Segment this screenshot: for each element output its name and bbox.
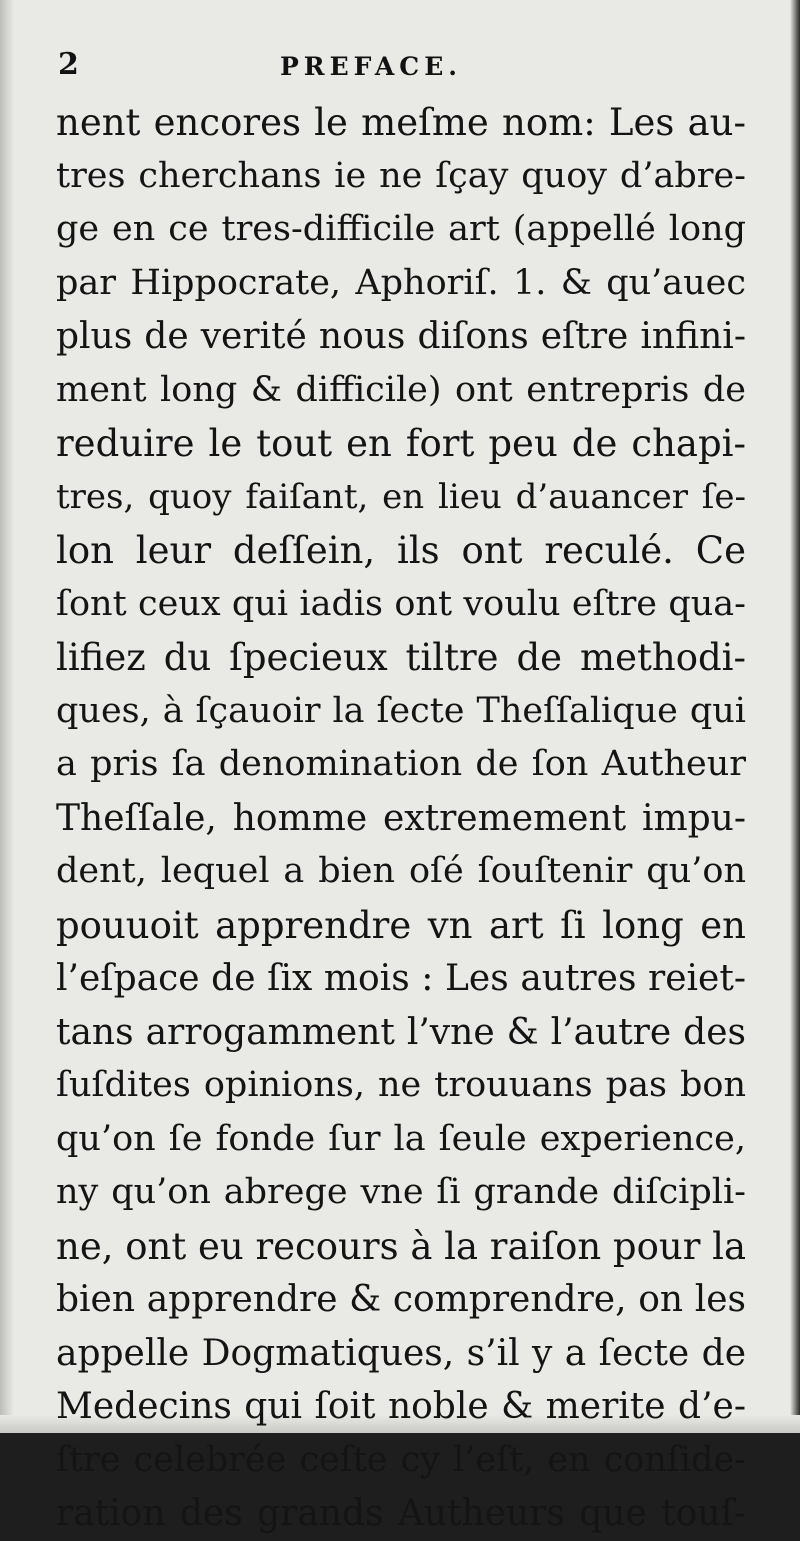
text-line: ques, à ſçauoir la ſecte Theſſalique qui <box>56 690 746 731</box>
text-line: ſuſdites opinions, ne trouuans pas bon <box>56 1065 746 1105</box>
page-left-shadow <box>0 0 14 1433</box>
text-line: dent, lequel a bien oſé ſouſtenir qu’on <box>56 851 746 891</box>
text-line: Theſſale, homme extremement impu- <box>56 797 746 839</box>
text-line: nent encores le meſme nom: Les au- <box>56 101 746 144</box>
text-line: plus de verité nous diſons eſtre infini- <box>56 316 746 357</box>
page-right-shadow <box>790 0 800 1433</box>
text-line: appelle Dogmatiques, s’il y a ſecte de <box>56 1332 746 1374</box>
text-line: lifiez du ſpecieux tiltre de methodi- <box>56 636 746 679</box>
text-line: par Hippocrate, Aphoriſ. 1. & qu’auec <box>56 262 746 303</box>
body-text <box>56 96 746 1541</box>
text-line: l’eſpace de ſix mois : Les autres reiet- <box>56 958 746 999</box>
text-line: ne, ont eu recours à la raiſon pour la <box>56 1224 747 1268</box>
text-line: ny qu’on abrege vne ſi grande diſcipli- <box>56 1172 746 1212</box>
text-line: tans arrogamment l’vne & l’autre des <box>56 1011 746 1053</box>
text-line: Medecins qui ſoit noble & merite d’e- <box>56 1386 746 1427</box>
text-line: reduire le tout en fort peu de chapi- <box>56 422 746 465</box>
text-line: ſont ceux qui iadis ont voulu eſtre qua- <box>56 583 746 624</box>
text-line: bien apprendre & comprendre, on les <box>56 1279 746 1320</box>
page-header <box>56 44 746 84</box>
text-line: pouuoit apprendre vn art ſi long en <box>56 903 746 947</box>
text-line: ration des grands Autheurs que touſ- <box>56 1493 746 1534</box>
text-line: lon leur deſſein, ils ont reculé. Ce <box>56 529 746 572</box>
text-line: a pris ſa denomination de ſon Autheur <box>56 744 746 784</box>
text-line: ment long & difficile) ont entrepris de <box>56 369 746 410</box>
text-line: tres, quoy faiſant, en lieu d’auancer ſe- <box>56 476 746 517</box>
running-head: PREFACE. <box>280 52 462 81</box>
text-line: tres cherchans ie ne ſçay quoy d’abre- <box>56 155 746 196</box>
text-line: ge en ce tres-difficile art (appellé long <box>56 209 746 249</box>
text-line: ſtre celebrée ceſte cy l’eſt, en conſide- <box>56 1439 746 1480</box>
page-number: 2 <box>58 47 79 82</box>
text-line: qu’on ſe fonde ſur la ſeule experience, <box>56 1118 746 1159</box>
